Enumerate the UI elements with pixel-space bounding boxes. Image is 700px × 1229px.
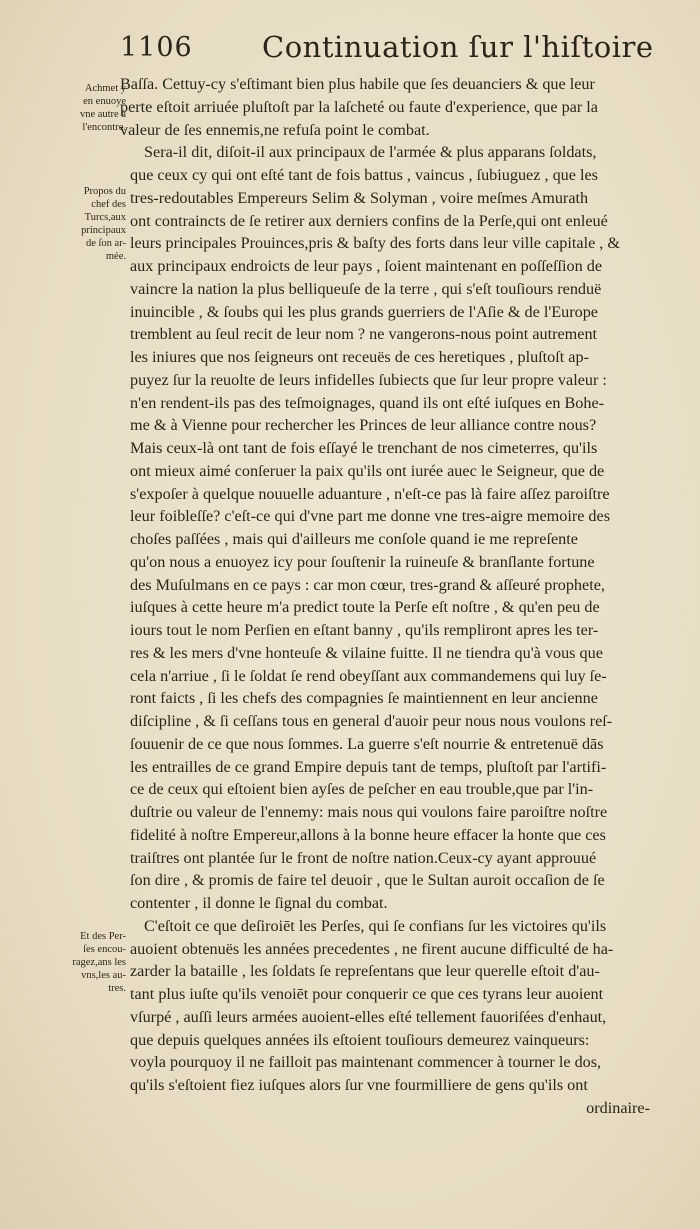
text-line: inuincible , & ſoubs qui les plus grands guerriers de l'Aſie & de l'Europe xyxy=(130,302,598,321)
margin-note-line: vns,les au- xyxy=(81,970,126,981)
text-line: duſtrie ou valeur de l'ennemy: mais nous qui voulons faire paroiſtre noſtre xyxy=(130,803,608,821)
page-header xyxy=(120,30,654,70)
text-line: res & les mers d'vne honteuſe & vilaine fuitte. Il ne tiendra qu'à vous que xyxy=(130,643,603,662)
margin-note xyxy=(64,82,126,134)
margin-note-line: Et des Per- xyxy=(80,931,126,942)
margin-note-line: Propos du xyxy=(83,186,126,197)
text-line: fidelité à noſtre Empereur,allons à la bonne heure effacer la honte que ces xyxy=(130,825,606,844)
text-line: me & à Vienne pour rechercher les Princes de leur alliance contre nous? xyxy=(130,416,597,435)
catchword: ordinaire- xyxy=(586,1098,650,1117)
text-line: puyez ſur la reuolte de leurs infidelles ſubiects que ſur leur propre valeur : xyxy=(130,370,607,389)
margin-note-line: tres. xyxy=(108,983,126,994)
text-line: iours tout le nom Perſien en eſtant banny , qu'ils rempliront apres les ter- xyxy=(130,621,599,639)
text-line: auoient obtenuës les années precedentes , ne firent aucune difficulté de ha- xyxy=(130,939,614,958)
margin-note-line: chef des xyxy=(91,199,126,210)
text-line: Mais ceux-là ont tant de fois eſſayé le trenchant de nos cimeterres, qu'ils xyxy=(130,439,598,457)
text-line: s'expoſer à quelque nouuelle aduanture , n'eſt-ce pas là faire aſſez paroiſtre xyxy=(130,484,610,503)
text-line: leur foibleſſe? c'eſt-ce qui d'vne part me donne vne tres-aigre memoire des xyxy=(130,507,611,526)
running-title: Continuation ſur l'hiſtoire xyxy=(262,30,654,64)
text-line: qu'ils s'eſtoient fiez iuſques alors ſur vne fourmilliere de gens qu'ils ont xyxy=(130,1076,588,1094)
margin-note-line: ſes encou- xyxy=(83,944,126,955)
text-line: valeur de ſes ennemis,ne refuſa point le combat. xyxy=(120,120,430,139)
margin-note xyxy=(64,930,126,995)
text-line: ſon dire , & promis de faire tel deuoir , que le Sultan auroit occaſion de ſe xyxy=(130,871,605,890)
text-line: tres-redoutables Empereurs Selim & Solyman , voire meſmes Amurath xyxy=(130,188,589,207)
margin-note-line: mée. xyxy=(105,251,126,262)
text-line: ont mieux aimé conſeruer la paix qu'ils ont iurée auec le Seigneur, que de xyxy=(130,461,605,480)
text-line: voyla pourquoy il ne failloit pas maintenant commencer à tourner le dos, xyxy=(130,1053,602,1072)
text-line: leurs principales Prouinces,pris & baſty des forts dans leur ville capitale , & xyxy=(130,234,620,253)
text-line: tant plus iuſte qu'ils venoiēt pour conquerir ce que ces tyrans leur auoient xyxy=(130,985,604,1003)
margin-note-line: en enuoye xyxy=(83,96,126,107)
text-line: n'en rendent-ils pas des teſmoignages, quand ils ont eſté iuſques en Bohe- xyxy=(130,393,605,412)
text-line: diſcipline , & ſi ceſſans tous en general d'auoir peur nous nous voulons reſ- xyxy=(130,712,613,730)
text-line: aux principaux endroicts de leur pays , ſoient maintenant en poſſeſſion de xyxy=(130,257,602,275)
margin-note-line: l'encontre. xyxy=(82,122,126,133)
text-line: ont contraincts de ſe retirer aux derniers confins de la Perſe,qui ont enleué xyxy=(130,211,608,230)
text-line: qu'on nous a enuoyez icy pour ſouſtenir la ruineuſe & branſlante fortune xyxy=(130,552,595,571)
margin-note-line: de ſon ar- xyxy=(85,238,126,249)
text-line: iuſques à cette heure m'a predict toute la Perſe eſt noſtre , & qu'en peu de xyxy=(130,598,600,617)
text-line: les iniures que nos ſeigneurs ont receuës de ces heretiques , pluſtoſt ap- xyxy=(130,348,589,366)
text-line: perte eſtoit arriuée pluſtoſt par la laſcheté ou faute d'experience, que par la xyxy=(120,97,598,116)
text-line: vſurpé , auſſi leurs armées auoient-elles eſté tellement fauoriſées d'enhaut, xyxy=(130,1007,607,1026)
text-line: les entrailles de ce grand Empire depuis tant de temps, pluſtoſt par l'artifi- xyxy=(130,757,607,776)
text-line: cela n'arriue , ſi le ſoldat ſe rend obeyſſant aux commandemens qui luy ſe- xyxy=(130,666,607,685)
text-line: zarder la bataille , les ſoldats ſe repreſentans que leur querelle eſtoit d'au- xyxy=(130,962,600,981)
text-line: vaincre la nation la plus belliqueuſe de la terre , qui s'eſt touſiours renduë xyxy=(130,279,602,298)
text-line: contenter , il donne le ſignal du combat. xyxy=(130,894,388,912)
text-line: C'eſtoit ce que deſiroiēt les Perſes, qui ſe confians ſur les victoires qu'ils xyxy=(144,916,607,935)
margin-note-line: Turcs,aux xyxy=(84,212,126,223)
body-text xyxy=(120,73,650,1120)
margin-note xyxy=(64,185,126,263)
text-line: Sera-il dit, diſoit-il aux principaux de l'armée & plus apparans ſoldats, xyxy=(144,143,597,162)
text-line: tremblent au ſeul recit de leur nom ? ne vangerons-nous point autrement xyxy=(130,325,598,344)
text-line: que depuis quelques années ils eſtoient touſiours demeurez vainqueurs: xyxy=(130,1030,590,1049)
text-line: ce de ceux qui eſtoient bien ayſes de peſcher en eau trouble,que par l'in- xyxy=(130,780,594,799)
text-line: Baſſa. Cettuy-cy s'eſtimant bien plus habile que ſes deuanciers & que leur xyxy=(120,75,595,93)
margin-note-line: ragez,ans les xyxy=(72,957,126,968)
page-number: 1106 xyxy=(120,32,193,63)
margin-note-line: Achmet y xyxy=(84,83,126,94)
margin-note-line: principaux xyxy=(81,225,126,236)
text-line: des Muſulmans en ce pays : car mon cœur, tres-grand & aſſeuré prophete, xyxy=(130,575,605,594)
text-line: traiſtres ont plantée ſur le front de noſtre nation.Ceux-cy ayant approuué xyxy=(130,848,597,867)
text-line: choſes paſſées , mais qui d'ailleurs me conſole quand ie me repreſente xyxy=(130,530,578,548)
text-line: ſouuenir de ce que nous ſommes. La guerre s'eſt nourrie & entretenuë dās xyxy=(130,734,604,753)
text-line: que ceux cy qui ont eſté tant de fois battus , vaincus , ſubiuguez , que les xyxy=(130,166,598,184)
margin-note-line: vne autre à xyxy=(79,109,126,120)
text-line: ront faicts , ſi les chefs des compagnies ſe maintiennent en leur ancienne xyxy=(130,689,598,708)
